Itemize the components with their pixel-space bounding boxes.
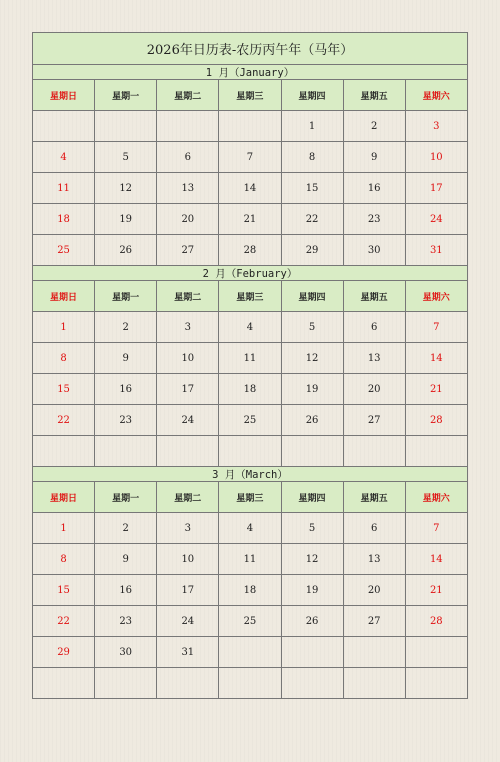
day-cell: 9 [95,544,157,575]
day-cell: 2 [344,111,406,142]
weekday-header: 星期日 [33,281,95,312]
day-cell: 9 [344,142,406,173]
day-cell: 19 [282,575,344,606]
day-cell: 20 [157,204,219,235]
day-cell: 23 [344,204,406,235]
day-cell: 20 [344,575,406,606]
weekday-header: 星期三 [219,281,281,312]
day-cell: 17 [157,575,219,606]
day-cell: 6 [344,513,406,544]
day-cell: 8 [33,544,95,575]
day-cell: 30 [344,235,406,266]
day-cell: 12 [282,343,344,374]
day-cell: 6 [344,312,406,343]
week-row [33,436,468,467]
day-cell: 23 [95,606,157,637]
day-cell: 13 [344,343,406,374]
weekday-header-row [33,482,468,513]
day-cell: 18 [219,575,281,606]
day-cell: 18 [33,204,95,235]
day-cell [282,637,344,668]
day-cell: 20 [344,374,406,405]
day-cell: 7 [219,142,281,173]
day-cell: 25 [219,606,281,637]
day-cell: 13 [344,544,406,575]
day-cell: 17 [406,173,468,204]
day-cell [157,668,219,699]
day-cell: 21 [219,204,281,235]
day-cell: 22 [33,405,95,436]
weekday-header: 星期二 [157,482,219,513]
day-cell: 8 [33,343,95,374]
day-cell: 25 [33,235,95,266]
day-cell: 19 [95,204,157,235]
day-cell: 4 [33,142,95,173]
week-row [33,173,468,204]
day-cell: 2 [95,312,157,343]
day-cell: 15 [33,374,95,405]
week-row [33,374,468,405]
day-cell: 3 [157,513,219,544]
day-cell: 7 [406,312,468,343]
day-cell: 12 [282,544,344,575]
weekday-header: 星期五 [344,80,406,111]
day-cell: 1 [33,312,95,343]
day-cell: 16 [344,173,406,204]
day-cell: 14 [406,343,468,374]
week-row [33,405,468,436]
day-cell [33,111,95,142]
day-cell: 8 [282,142,344,173]
weekday-header: 星期六 [406,80,468,111]
calendar-table [32,32,468,699]
day-cell: 24 [157,405,219,436]
day-cell: 28 [219,235,281,266]
day-cell [406,637,468,668]
day-cell: 16 [95,374,157,405]
day-cell [344,668,406,699]
week-row [33,575,468,606]
weekday-header: 星期三 [219,482,281,513]
weekday-header: 星期一 [95,281,157,312]
day-cell: 22 [282,204,344,235]
day-cell: 31 [406,235,468,266]
day-cell: 4 [219,513,281,544]
day-cell: 5 [95,142,157,173]
month-section [33,266,468,467]
day-cell: 23 [95,405,157,436]
week-row [33,637,468,668]
day-cell [406,436,468,467]
weekday-header: 星期四 [282,482,344,513]
day-cell: 21 [406,575,468,606]
day-cell [219,111,281,142]
day-cell: 11 [219,343,281,374]
day-cell [219,637,281,668]
week-row [33,606,468,637]
weekday-header-row [33,80,468,111]
day-cell: 14 [219,173,281,204]
weekday-header: 星期三 [219,80,281,111]
day-cell: 17 [157,374,219,405]
month-label: 1 月（January） [33,65,468,80]
weekday-header: 星期一 [95,482,157,513]
day-cell [157,436,219,467]
day-cell [33,436,95,467]
day-cell [95,668,157,699]
day-cell: 7 [406,513,468,544]
week-row [33,235,468,266]
day-cell: 14 [406,544,468,575]
week-row [33,111,468,142]
day-cell: 4 [219,312,281,343]
month-label: 3 月（March） [33,467,468,482]
day-cell: 12 [95,173,157,204]
day-cell: 27 [344,606,406,637]
day-cell: 29 [33,637,95,668]
day-cell: 10 [406,142,468,173]
day-cell: 27 [157,235,219,266]
day-cell: 24 [157,606,219,637]
day-cell [219,436,281,467]
day-cell: 11 [219,544,281,575]
day-cell: 26 [282,606,344,637]
day-cell [33,668,95,699]
day-cell: 15 [33,575,95,606]
day-cell: 29 [282,235,344,266]
day-cell: 22 [33,606,95,637]
day-cell: 21 [406,374,468,405]
day-cell [219,668,281,699]
day-cell: 3 [406,111,468,142]
day-cell [95,111,157,142]
weekday-header: 星期五 [344,281,406,312]
day-cell [157,111,219,142]
day-cell: 28 [406,405,468,436]
day-cell: 1 [282,111,344,142]
day-cell: 30 [95,637,157,668]
weekday-header: 星期六 [406,281,468,312]
month-section [33,467,468,699]
weekday-header: 星期一 [95,80,157,111]
day-cell: 26 [95,235,157,266]
day-cell: 18 [219,374,281,405]
day-cell: 11 [33,173,95,204]
day-cell: 25 [219,405,281,436]
day-cell: 10 [157,544,219,575]
day-cell: 28 [406,606,468,637]
week-row [33,668,468,699]
day-cell: 5 [282,312,344,343]
day-cell: 24 [406,204,468,235]
weekday-header-row [33,281,468,312]
day-cell: 10 [157,343,219,374]
week-row [33,312,468,343]
day-cell: 2 [95,513,157,544]
day-cell: 3 [157,312,219,343]
week-row [33,513,468,544]
month-label: 2 月（February） [33,266,468,281]
weekday-header: 星期日 [33,80,95,111]
day-cell: 13 [157,173,219,204]
weekday-header: 星期四 [282,80,344,111]
day-cell: 6 [157,142,219,173]
day-cell: 19 [282,374,344,405]
weekday-header: 星期日 [33,482,95,513]
day-cell [282,668,344,699]
day-cell: 31 [157,637,219,668]
day-cell: 16 [95,575,157,606]
weekday-header: 星期二 [157,281,219,312]
day-cell: 26 [282,405,344,436]
day-cell [406,668,468,699]
weekday-header: 星期二 [157,80,219,111]
day-cell: 15 [282,173,344,204]
day-cell [344,436,406,467]
month-section [33,65,468,266]
months-container [33,65,468,699]
week-row [33,544,468,575]
weekday-header: 星期六 [406,482,468,513]
weekday-header: 星期四 [282,281,344,312]
day-cell [282,436,344,467]
day-cell [344,637,406,668]
week-row [33,142,468,173]
day-cell [95,436,157,467]
calendar-title: 2026年日历表-农历丙午年（马年） [33,33,468,65]
day-cell: 9 [95,343,157,374]
week-row [33,204,468,235]
day-cell: 5 [282,513,344,544]
day-cell: 1 [33,513,95,544]
day-cell: 27 [344,405,406,436]
weekday-header: 星期五 [344,482,406,513]
week-row [33,343,468,374]
